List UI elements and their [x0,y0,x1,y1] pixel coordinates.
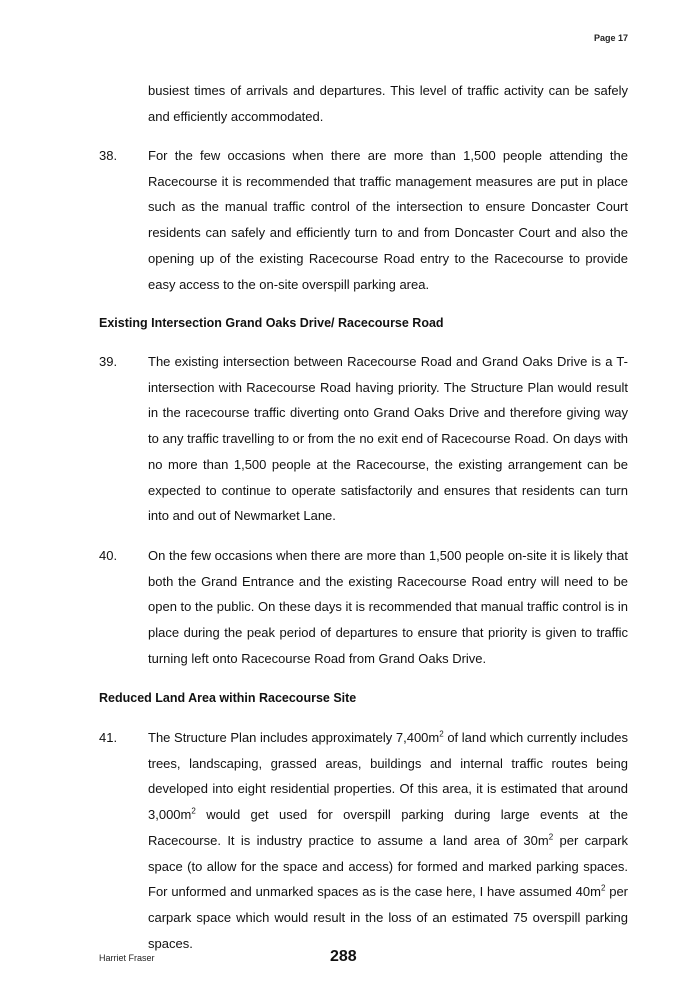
section-heading-intersection: Existing Intersection Grand Oaks Drive/ Racecourse Road [99,316,444,330]
footer-author: Harriet Fraser [99,953,155,963]
footer-page-number: 288 [330,948,357,965]
paragraph-41-text-5: per carpark space which would result in the loss of an estimated 75 overspill parking spaces. [148,884,629,951]
continuation-paragraph: busiest times of arrivals and departures. This level of traffic activity can be safely and efficiently accommodated. [148,83,628,124]
superscript-squared: 2 [439,729,444,739]
paragraph-number-39: 39. [99,354,118,369]
superscript-squared: 2 [600,883,606,893]
paragraph-41-text-4: per carpark space (to allow for the space and access) for formed and marked parking spaces. For unformed and unmarked spaces as is the case here, I have assumed 40m [148,832,628,900]
paragraph-40: On the few occasions when there are more than 1,500 people on-site it is likely that both the Grand Entrance and the existing Racecourse Road entry will need to be open to the public. On these days it is recommended that manual traffic control is in place during the peak period of departures to ensure that priority is given to traffic turning left onto Racecourse Road from Grand Oaks Drive. [148,548,628,666]
paragraph-number-41: 41. [99,730,118,745]
paragraph-39: The existing intersection between Racecourse Road and Grand Oaks Drive is a T-intersection with Racecourse Road having priority. The Structure Plan would result in the racecourse traffic diverting onto Grand Oaks Drive and therefore giving way to any traffic travelling to or from the no exit end of Racecourse Road. On days with no more than 1,500 people at the Racecourse, the existing arrangement can be expected to continue to operate satisfactorily and ensures that residents can turn into and out of Newmarket Lane. [148,354,628,524]
paragraph-number-38: 38. [99,148,118,163]
section-heading-land-area: Reduced Land Area within Racecourse Site [99,691,357,705]
paragraph-41-text-2: of land which currently includes trees, landscaping, grassed areas, buildings and internal traffic routes being developed into eight residential properties. Of this area, it is estimated that around 3,000m [148,730,628,823]
paragraph-41-text-3: would get used for overspill parking during large events at the Racecourse. It is industry practice to assume a land area of 30m [148,807,628,848]
superscript-squared: 2 [191,806,196,816]
paragraph-41-text-1: The Structure Plan includes approximately 7,400m [148,730,440,745]
paragraph-41 [148,725,628,956]
paragraph-38: For the few occasions when there are more than 1,500 people attending the Racecourse it is recommended that traffic management measures are put in place such as the manual traffic control of the intersection to ensure Doncaster Court residents can safely and efficiently turn to and from Doncaster Court and also the opening up of the existing Racecourse Road entry to the Racecourse to provide easy access to the on-site overspill parking area. [148,148,628,292]
paragraph-number-40: 40. [99,548,118,563]
page-label: Page 17 [593,33,628,43]
superscript-squared: 2 [548,832,554,842]
